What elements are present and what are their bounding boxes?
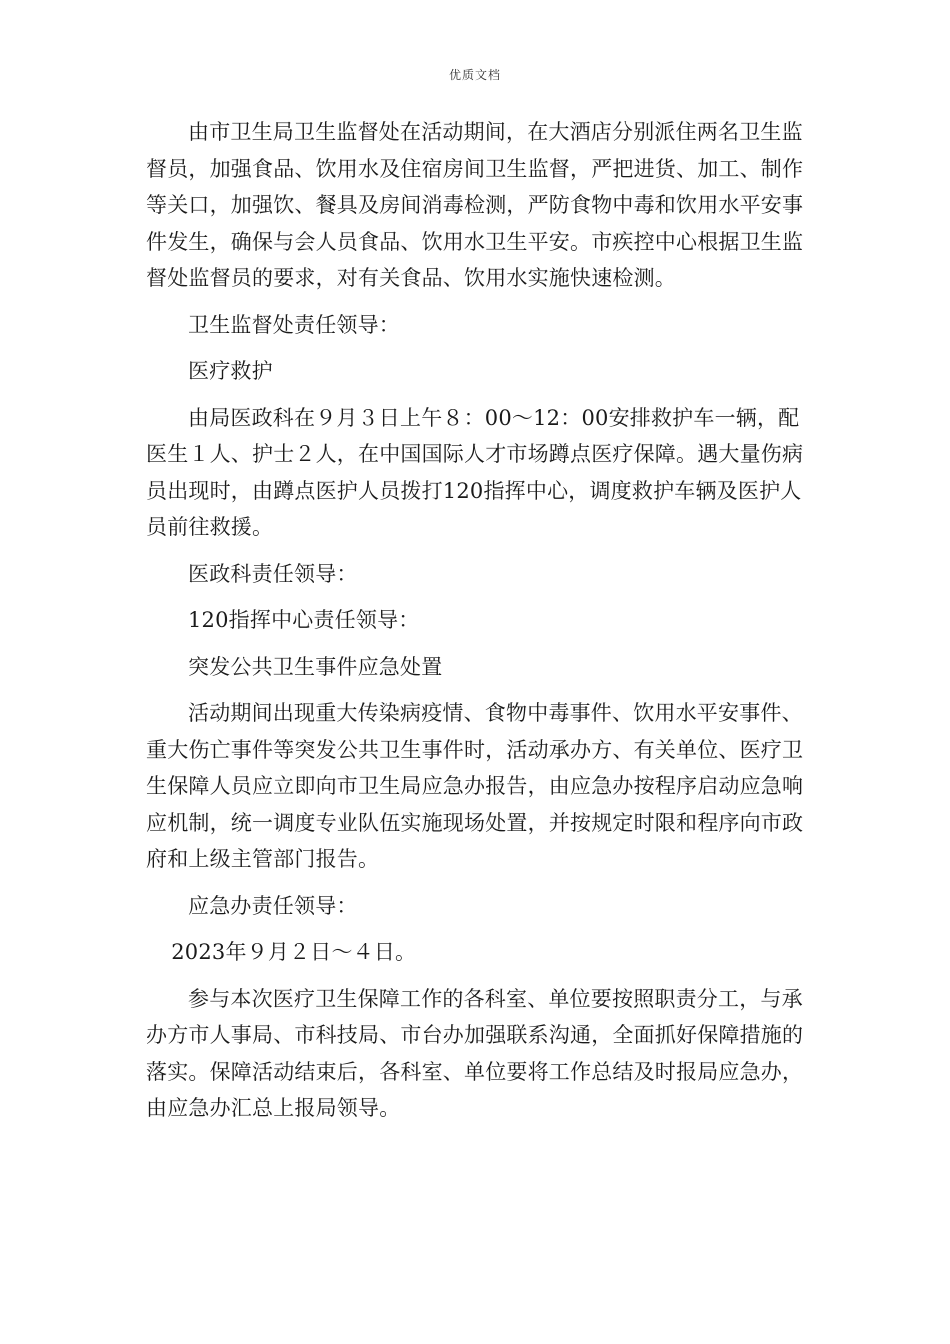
paragraph-ambulance-arrangement: 由局医政科在９月３日上午８：00～12：00安排救护车一辆，配医生１人、护士２人，在中国国际人才市场蹲点医疗保障。遇大量伤病员出现时，由蹲点医护人员拨打120指挥中心，调度救护车辆及医护人员前往救援。 bbox=[146, 405, 804, 539]
section-heading-emergency-response: 突发公共卫生事件应急处置 bbox=[188, 654, 443, 679]
page-header: 优质文档 bbox=[448, 68, 501, 82]
paragraph-emergency-procedure: 活动期间出现重大传染病疫情、食物中毒事件、饮用水平安事件、重大伤亡事件等突发公共卫生事件时，活动承办方、有关单位、医疗卫生保障人员应立即向市卫生局应急办报告，由应急办按程序启动应急响应机制，统一调度专业队伍实施现场处置，并按规定时限和程序向市政府和上级主管部门报告。 bbox=[146, 701, 804, 871]
paragraph-coordination-requirements: 参与本次医疗卫生保障工作的各科室、单位要按照职责分工，与承办方市人事局、市科技局、市台办加强联系沟通，全面抓好保障措施的落实。保障活动结束后，各科室、单位要将工作总结及时报局应急办，由应急办汇总上报局领导。 bbox=[146, 986, 804, 1120]
paragraph-emergency-office-leader: 应急办责任领导： bbox=[188, 893, 358, 918]
document-body bbox=[146, 114, 806, 1127]
section-heading-medical-rescue: 医疗救护 bbox=[188, 359, 273, 383]
paragraph-medical-admin-leader: 医政科责任领导： bbox=[188, 561, 358, 586]
paragraph-120-center-leader: 120指挥中心责任领导： bbox=[188, 608, 420, 632]
paragraph-supervision-leader: 卫生监督处责任领导： bbox=[188, 312, 400, 337]
paragraph-food-water-supervision: 由市卫生局卫生监督处在活动期间，在大酒店分别派住两名卫生监督员，加强食品、饮用水及住宿房间卫生监督，严把进货、加工、制作等关口，加强饮、餐具及房间消毒检测，严防食物中毒和饮用水平安事件发生，确保与会人员食品、饮用水卫生平安。市疾控中心根据卫生监督处监督员的要求，对有关食品、饮用水实施快速检测。 bbox=[146, 120, 804, 290]
paragraph-date-range: 2023年９月２日～４日。 bbox=[171, 940, 417, 964]
